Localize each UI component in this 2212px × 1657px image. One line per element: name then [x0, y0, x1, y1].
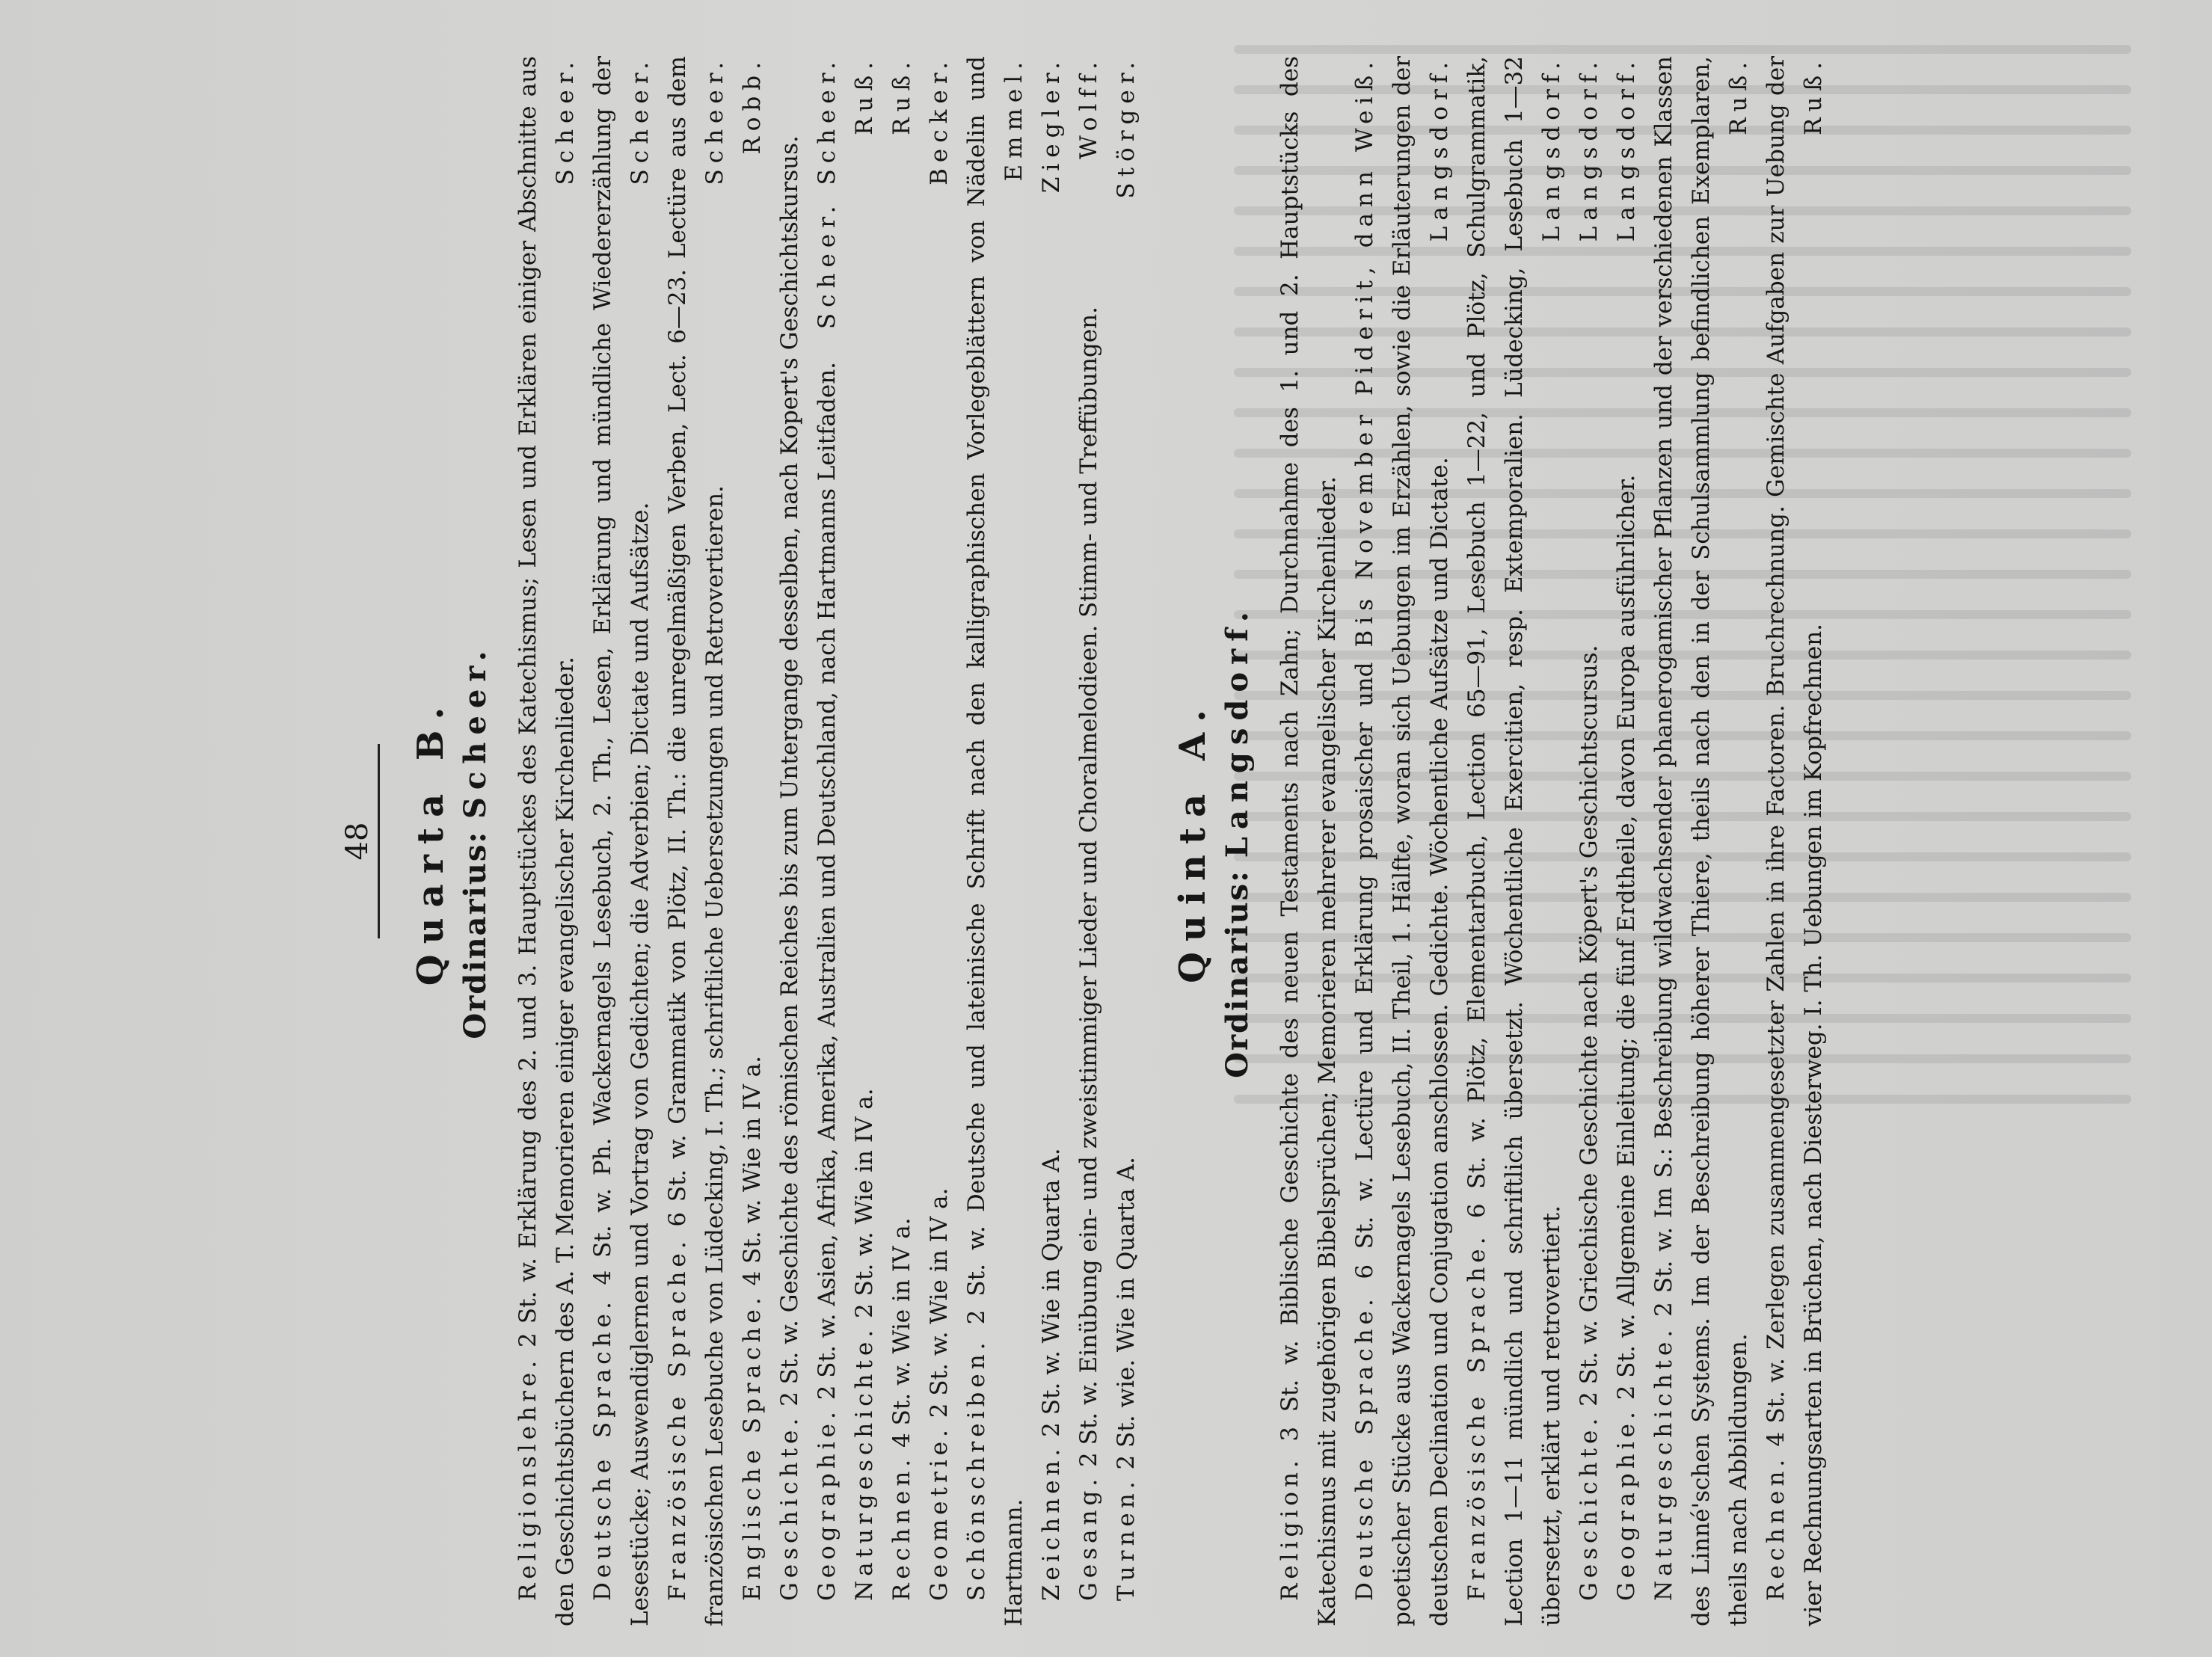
curriculum-entry — [1033, 56, 1070, 1626]
teacher-name: Störger. — [1113, 56, 1140, 199]
curriculum-entry — [1757, 56, 1832, 1626]
section-title-quarta-b: Quarta B. — [410, 696, 452, 986]
curriculum-entry — [1107, 56, 1145, 1626]
curriculum-entry — [808, 56, 846, 1626]
entry-text: 2 St. w. Im S.: Beschreibung wildwachsender phanerogamischer Pflanzen und der verschiedenen Klassen des Linné'schen Systems. Im der Beschreibung höherer Thiere, theils nach den in der Schulsammlung befindlichen Exemplaren, theils nach Abbildungen. — [1650, 55, 1752, 1626]
subject-name: Rechnen. — [888, 1454, 915, 1601]
ordinarius-name: Langsdorf. — [1220, 604, 1255, 858]
teacher-name: Ruß. — [888, 56, 915, 135]
teacher-name: Becker. — [926, 56, 953, 185]
subject-name: Religion. — [1276, 1456, 1303, 1601]
entry-text: 4 St. w. Zerlegen zusammengesetzter Zahlen in ihre Factoren. Bruchrechnung. Gemischte Aufgaben zur Uebung der vier Rechnungsarten in Brüchen, nach Diesterweg. I. Th. Uebungen im Kopfrechnen. — [1763, 55, 1827, 1626]
subject-name: Gesang. — [1075, 1474, 1102, 1601]
subject-name: Geometrie. — [926, 1425, 953, 1601]
teacher-name: Langsdorf. — [1426, 56, 1453, 242]
subject-name: Französische Sprache. — [1463, 1232, 1490, 1601]
ordinarius-label: Ordinarius: — [458, 830, 493, 1039]
subject-name: Geographie. — [814, 1407, 841, 1601]
curriculum-entry — [584, 56, 659, 1626]
teacher-name: Langsdorf. — [1613, 56, 1640, 242]
subject-name: Naturgeschichte. — [1650, 1325, 1677, 1601]
curriculum-entry — [1070, 56, 1107, 1626]
subject-name: Französische Sprache. — [664, 1237, 691, 1601]
section-title-quinta-a: Quinta A. — [1172, 699, 1214, 983]
subject-name: Zeichnen. — [1038, 1444, 1065, 1601]
teacher-name: Ruß. — [851, 56, 878, 135]
teacher-name: Wolff. — [1075, 56, 1102, 160]
entry-text: 2 St. w. Deutsche und lateinische Schrift nach den kalligraphischen Vorlegeblättern von Nädelin und Hartmann. — [963, 56, 1027, 1626]
subject-name: Religionslehre. — [514, 1356, 541, 1601]
subject-name: Geschichte. — [776, 1413, 803, 1601]
subject-name: Deutsche Sprache. — [589, 1297, 616, 1601]
subject-name: Deutsche Sprache. — [1351, 1294, 1378, 1601]
entry-text: 2 St. w. Geschichte des römischen Reiches bis zum Untergange desselben, nach Kopert's Geschichtskursus. — [776, 135, 803, 1407]
teacher-name: Ruß. — [1725, 56, 1752, 135]
subject-name: Rechnen. — [1763, 1454, 1789, 1601]
teacher-name: Ziegler. — [1038, 56, 1065, 194]
teacher-name: Scheer. — [814, 56, 841, 185]
teacher-name: Scheer. — [552, 56, 579, 185]
entries-quarta-b — [509, 56, 1145, 1626]
teacher-name: Langsdorf. — [1576, 56, 1603, 242]
entry-text: 2 St. w. Asien, Afrika, Amerika, Australien und Deutschland, nach Hartmanns Leitfaden. — [814, 361, 841, 1401]
curriculum-entry — [1645, 56, 1757, 1626]
entry-text: 4 St. w. Ph. Wackernagels Lesebuch, 2. Th., Lesen, Erklärung und mündliche Wiedererzählung der Lesestücke; Auswendiglernen und Vortrag von Gedichten; die Adverbien; Dictate und Aufsätze. — [589, 56, 654, 1626]
entry-text: 6 St. w. Grammatik von Plötz, II. Th.: die unregelmäßigen Verben, Lect. 6—23. Lectüre aus dem französischen Lesebuche von Lüdecking, I. Th.; schriftliche Uebersetzungen und Retrovertieren. — [664, 56, 728, 1626]
curriculum-entry — [1570, 56, 1608, 1626]
entry-text: 2 St. w. Wie in IV a. — [926, 1187, 953, 1418]
entry-text: 3 St. w. Biblische Geschichte des neuen Testaments nach Zahn; Durchnahme des 1. und 2. Hauptstücks des Katechismus mit zugehörigen Bibelsprüchen; Memorieren mehrerer evangelischer Kirchenlieder. — [1276, 55, 1341, 1626]
curriculum-entry — [1608, 56, 1645, 1626]
entry-text: 2 St. w. Erklärung des 2. und 3. Hauptstückes des Katechismus; Lesen und Erklären einiger Abschnitte aus den Geschichtsbüchern des A. T. Memorieren einiger evangelischer Kirchenlieder. — [514, 56, 579, 1626]
entry-text: 4 St. w. Wie in IV a. — [739, 1055, 766, 1286]
subject-name: Schönschreiben. — [963, 1338, 990, 1601]
teacher-name: Langsdorf. — [1538, 56, 1565, 242]
entry-text: 2 St. w. Wie in Quarta A. — [1038, 1148, 1065, 1437]
teacher-name: Scheer. — [627, 56, 654, 185]
curriculum-entry — [734, 56, 771, 1626]
ordinarius-label: Ordinarius: — [1220, 870, 1255, 1078]
ordinarius-line-quarta-b — [458, 56, 493, 1626]
entry-text: 2 St. w. Wie in IV a. — [851, 1088, 878, 1318]
teacher-name: Bis November Piderit, dann Weiß. — [1351, 56, 1378, 648]
teacher-name: Ruß. — [1800, 56, 1827, 135]
entry-text: 2 St. w. Einübung ein- und zweistimmiger Lieder und Choralmelodieen. Stimm- und Treffübungen. — [1075, 307, 1102, 1467]
page-number: 48 — [340, 744, 380, 938]
curriculum-entry — [846, 56, 883, 1626]
curriculum-entry — [921, 56, 958, 1626]
subject-name: Naturgeschichte. — [851, 1325, 878, 1601]
teacher-name: Robb. — [739, 56, 766, 155]
curriculum-entry — [659, 56, 734, 1626]
rotated-text-block — [340, 56, 1896, 1626]
curriculum-entry — [883, 56, 921, 1626]
subject-name: Englische Sprache. — [739, 1293, 766, 1601]
entry-text: 6 St. w. Lectüre und Erklärung prosaischer und poetischer Stücke aus Wackernagels Lesebuch, II. Theil, 1. Hälfte, woran sich Uebungen im Erzählen, sowie die Erläuterungen der deutschen Declination und Conjugation anschlossen. Gedichte. Wöchentliche Aufsätze und Dictate. — [1351, 56, 1453, 1626]
teacher-name: Scheer. — [814, 200, 841, 330]
ordinarius-name: Scheer. — [458, 643, 493, 819]
entries-quinta-a — [1271, 56, 1832, 1626]
teacher-name: Scheer. — [701, 56, 728, 185]
entry-text: 4 St. w. Wie in IV a. — [888, 1217, 915, 1448]
teacher-name: Emmel. — [1001, 56, 1027, 182]
subject-name: Geschichte. — [1576, 1413, 1603, 1601]
curriculum-entry — [509, 56, 584, 1626]
curriculum-entry — [958, 56, 1033, 1626]
entry-text: 2 St. w. Allgemeine Einleitung; die fünf Erdtheile, davon Europa ausführlicher. — [1613, 474, 1640, 1401]
curriculum-entry — [1458, 56, 1570, 1626]
entry-text: 6 St. w. Plötz, Elementarbuch, Lection 65—91, Lesebuch 1—22, und Plötz, Schulgrammatik, Lection 1—11 mündlich und schriftlich übersetzt. Wöchentliche Exercitien, resp. Extemporalien. Lüdecking, Lesebuch 1—32 übersetzt, erklärt und retrovertiert. — [1463, 56, 1565, 1626]
subject-name: Geographie. — [1613, 1407, 1640, 1601]
ordinarius-line-quinta-a — [1220, 56, 1255, 1626]
subject-name: Turnen. — [1113, 1477, 1140, 1601]
entry-text: 2 St. w. Griechische Geschichte nach Köpert's Geschichtscursus. — [1576, 645, 1603, 1407]
entry-text: 2 St. wie. Wie in Quarta A. — [1113, 1157, 1140, 1470]
